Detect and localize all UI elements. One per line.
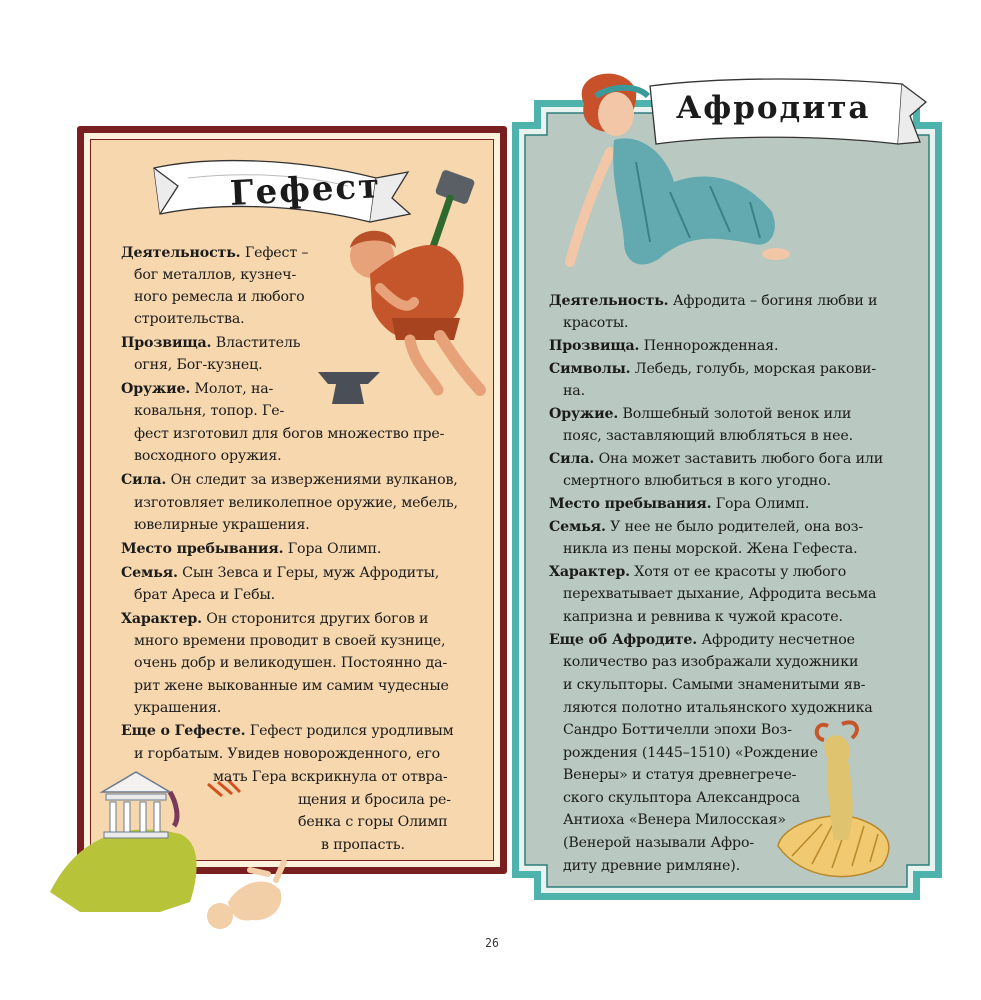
hephaestus-line: рит жене выкованные им самим чудесные [134, 678, 449, 694]
aphrodite-line: Место пребывания. Гора Олимп. [549, 496, 810, 512]
page-number: 26 [485, 936, 499, 950]
hephaestus-line: Сила. Он следит за извержениями вулканов, [121, 472, 458, 488]
hephaestus-line: в пропасть. [321, 837, 405, 853]
aphrodite-line: перехватывает дыхание, Афродита весьма [563, 586, 877, 602]
aphrodite-line: количество раз изображали художники [563, 654, 859, 670]
aphrodite-illustration [540, 62, 800, 286]
hephaestus-line: бог металлов, кузнеч- [134, 267, 297, 283]
hephaestus-line: Место пребывания. Гора Олимп. [121, 541, 382, 557]
hephaestus-line: щения и бросила ре- [298, 792, 451, 808]
hephaestus-line: Характер. Он сторонится других богов и [121, 611, 429, 627]
aphrodite-line: никла из пены морской. Жена Гефеста. [563, 541, 858, 557]
aphrodite-line: Еще об Афродите. Афродиту несчетное [549, 632, 855, 648]
hephaestus-line: ного ремесла и любого [134, 289, 305, 305]
hephaestus-line: Деятельность. Гефест – [121, 245, 309, 261]
hephaestus-illustration [310, 168, 500, 418]
aphrodite-title: Афродита [676, 90, 871, 126]
olympus-temple-illustration [40, 762, 300, 982]
hephaestus-title: Гефест [229, 166, 383, 214]
aphrodite-line: (Венерой называли Афро- [563, 835, 754, 851]
aphrodite-line: пояс, заставляющий влюбляться в нее. [563, 428, 853, 444]
aphrodite-line: Оружие. Волшебный золотой венок или [549, 406, 852, 422]
aphrodite-line: и скульпторы. Самыми знаменитыми яв- [563, 677, 866, 693]
hephaestus-line: ювелирные украшения. [134, 517, 310, 533]
aphrodite-line: рождения (1445–1510) «Рождение [563, 745, 818, 761]
aphrodite-line: на. [563, 383, 585, 399]
aphrodite-line: красоты. [563, 315, 629, 331]
hephaestus-line: огня, Бог-кузнец. [134, 357, 263, 373]
hephaestus-line: строительства. [134, 311, 245, 327]
hephaestus-line: мать Гера вскрикнула от отвра- [213, 769, 448, 785]
hephaestus-line: брат Ареса и Гебы. [134, 587, 275, 603]
aphrodite-line: Символы. Лебедь, голубь, морская ракови- [549, 361, 876, 377]
hephaestus-line: изготовляет великолепное оружие, мебель, [134, 495, 458, 511]
hephaestus-line: фест изготовил для богов множество пре- [134, 426, 445, 442]
hephaestus-line: ковальня, топор. Ге- [134, 403, 285, 419]
hephaestus-line: бенка с горы Олимп [298, 814, 448, 830]
aphrodite-line: смертного влюбиться в кого угодно. [563, 473, 831, 489]
aphrodite-line: диту древние римляне). [563, 858, 741, 874]
aphrodite-line: Характер. Хотя от ее красоты у любого [549, 564, 847, 580]
aphrodite-line: Венеры» и статуя древнегрече- [563, 767, 797, 783]
hephaestus-line: и горбатым. Увидев новорожденного, его [134, 746, 440, 762]
hephaestus-line: восходного оружия. [134, 448, 282, 464]
aphrodite-line: Сандро Боттичелли эпохи Воз- [563, 722, 792, 738]
hephaestus-line: Прозвища. Властитель [121, 335, 301, 351]
aphrodite-line: Прозвища. Пеннорожденная. [549, 338, 779, 354]
hephaestus-line: очень добр и великодушен. Постоянно да- [134, 655, 448, 671]
aphrodite-line: Сила. Она может заставить любого бога или [549, 451, 884, 467]
aphrodite-line: Деятельность. Афродита – богиня любви и [549, 293, 878, 309]
aphrodite-line: ского скульптора Александроса [563, 790, 800, 806]
aphrodite-line: капризна и ревнива к чужой красоте. [563, 609, 843, 625]
hephaestus-line: украшения. [134, 700, 222, 716]
aphrodite-line: Семья. У нее не было родителей, она воз- [549, 519, 863, 535]
aphrodite-line: ляются полотно итальянского художника [563, 700, 873, 716]
hephaestus-line: Оружие. Молот, на- [121, 381, 274, 397]
aphrodite-line: Антиоха «Венера Милосская» [563, 812, 786, 828]
hephaestus-line: Еще о Гефесте. Гефест родился уродливым [121, 723, 454, 739]
hephaestus-line: Семья. Сын Зевса и Геры, муж Афродиты, [121, 565, 440, 581]
hephaestus-line: много времени проводит в своей кузнице, [134, 633, 446, 649]
